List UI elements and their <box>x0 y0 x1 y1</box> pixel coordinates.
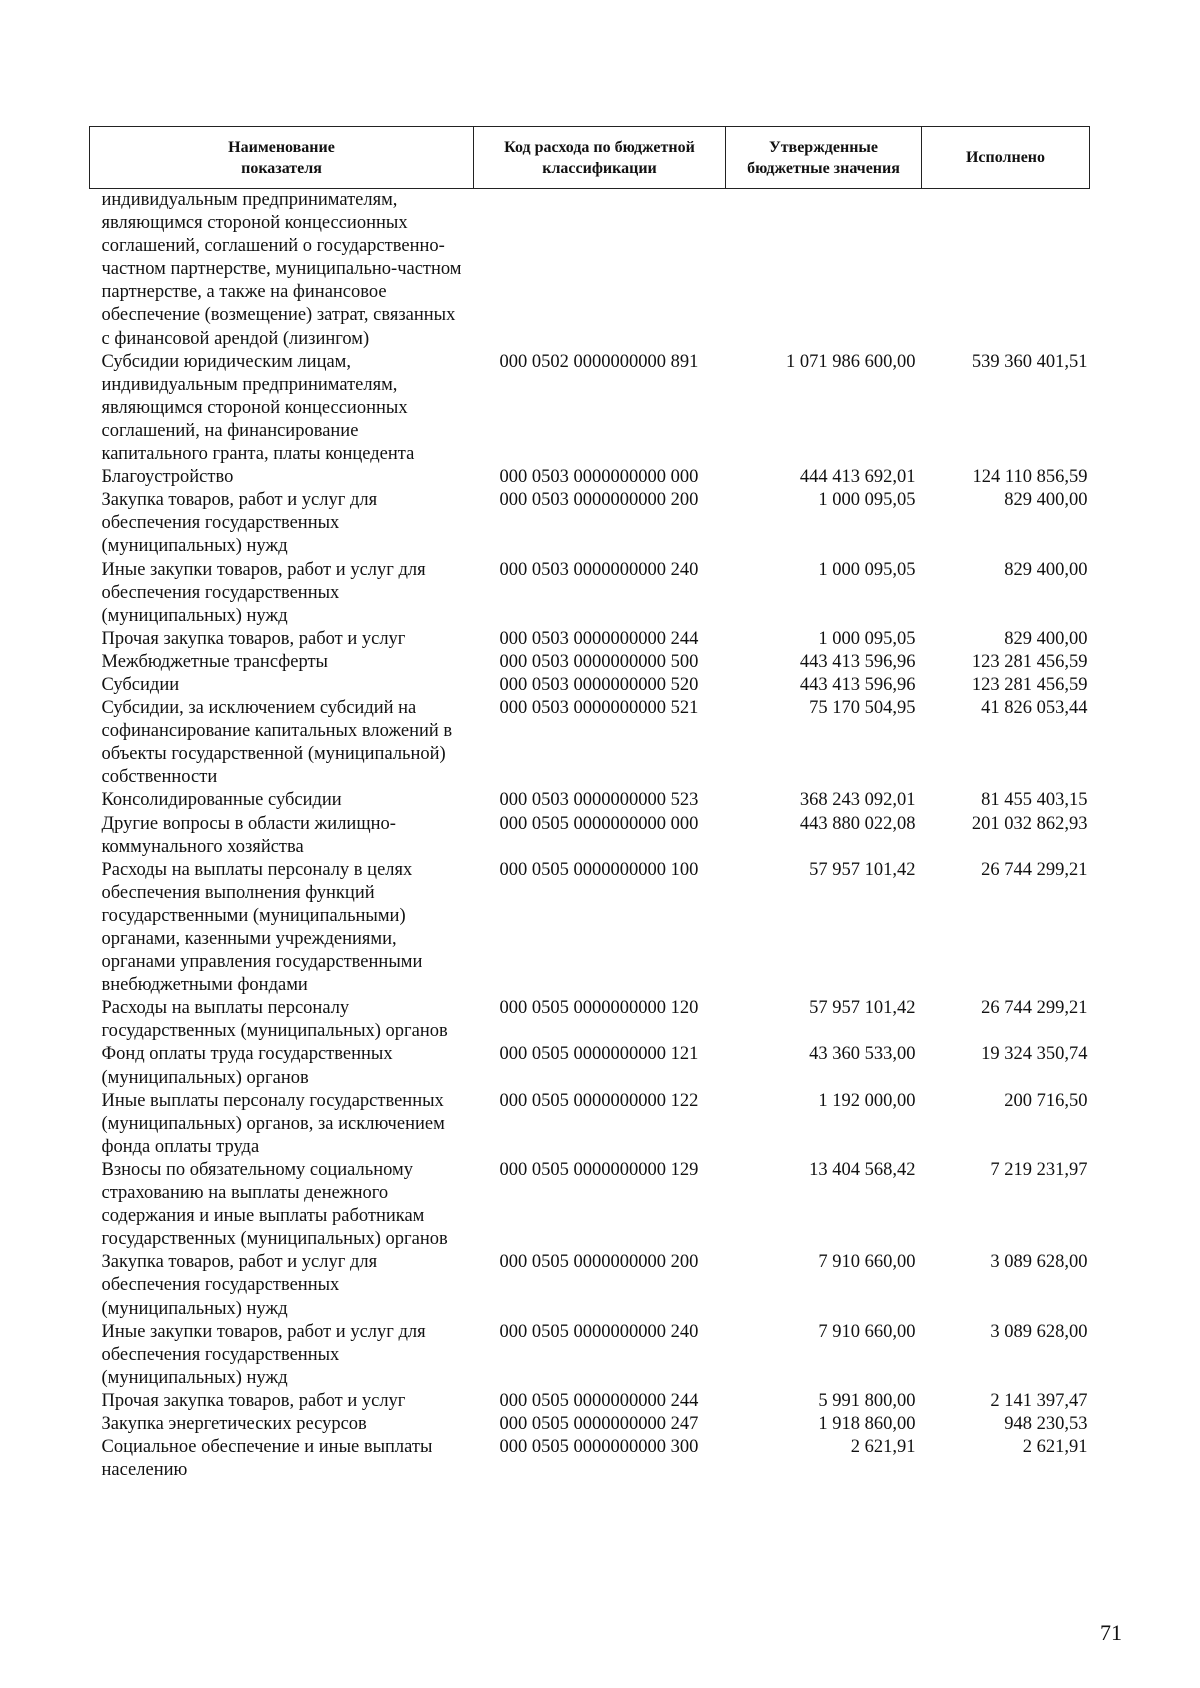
row-name: Субсидии <box>101 674 180 695</box>
row-code: 000 0503 0000000000 240 <box>499 559 699 580</box>
row-name: Закупка товаров, работ и услуг для обеспечения государственных (муниципальных) нужд <box>101 1252 378 1319</box>
table-header <box>90 127 1090 189</box>
row-executed: 123 281 456,59 <box>971 651 1088 672</box>
row-name: Иные закупки товаров, работ и услуг для обеспечения государственных (муниципальных) нужд <box>101 559 426 626</box>
header-indicator-name: Наименование показателя <box>90 127 474 189</box>
row-approved: 13 404 568,42 <box>809 1159 916 1180</box>
table-row <box>90 189 1090 351</box>
row-name: Прочая закупка товаров, работ и услуг <box>101 1390 406 1411</box>
row-approved: 1 000 095,05 <box>818 559 916 580</box>
table-row <box>90 1413 1090 1436</box>
row-executed: 26 744 299,21 <box>981 859 1088 880</box>
table-row <box>90 1321 1090 1390</box>
row-name: Межбюджетные трансферты <box>101 651 328 672</box>
row-code: 000 0503 0000000000 244 <box>499 628 699 649</box>
row-code: 000 0505 0000000000 122 <box>499 1090 699 1111</box>
row-code: 000 0505 0000000000 200 <box>499 1252 699 1273</box>
row-name: Субсидии юридическим лицам, индивидуальным предпринимателям, являющимся стороной концессионных соглашений, на финансирование капитального гранта, платы концедента <box>101 351 415 465</box>
row-approved: 444 413 692,01 <box>799 467 916 488</box>
row-approved: 57 957 101,42 <box>809 859 916 880</box>
row-approved: 1 000 095,05 <box>818 490 916 511</box>
table-row <box>90 697 1090 789</box>
row-approved: 75 170 504,95 <box>809 698 916 719</box>
header-budget-code: Код расхода по бюджетной классификации <box>474 127 726 189</box>
row-executed: 829 400,00 <box>1004 559 1088 580</box>
table-row <box>90 1436 1090 1482</box>
row-name: Благоустройство <box>101 467 234 488</box>
row-approved: 1 071 986 600,00 <box>786 351 916 372</box>
row-executed: 200 716,50 <box>1004 1090 1088 1111</box>
row-name: Закупка товаров, работ и услуг для обеспечения государственных (муниципальных) нужд <box>101 490 378 557</box>
row-approved: 443 413 596,96 <box>799 651 916 672</box>
table-row <box>90 1090 1090 1159</box>
row-approved: 57 957 101,42 <box>809 998 916 1019</box>
header-executed: Исполнено <box>922 127 1090 189</box>
row-code: 000 0503 0000000000 523 <box>499 790 699 811</box>
row-executed: 201 032 862,93 <box>971 813 1088 834</box>
row-executed: 41 826 053,44 <box>981 698 1088 719</box>
row-name: Фонд оплаты труда государственных (муниципальных) органов <box>101 1044 393 1088</box>
table-row <box>90 651 1090 674</box>
row-code: 000 0505 0000000000 240 <box>499 1321 699 1342</box>
header-approved-values: Утвержденные бюджетные значения <box>726 127 922 189</box>
row-name: Другие вопросы в области жилищно-коммунального хозяйства <box>101 813 396 857</box>
row-approved: 7 910 660,00 <box>818 1321 916 1342</box>
row-approved: 1 192 000,00 <box>818 1090 916 1111</box>
row-approved: 1 918 860,00 <box>818 1413 916 1434</box>
row-executed: 81 455 403,15 <box>981 790 1088 811</box>
row-executed: 829 400,00 <box>1004 490 1088 511</box>
row-code: 000 0505 0000000000 244 <box>499 1390 699 1411</box>
row-code: 000 0505 0000000000 000 <box>499 813 699 834</box>
header-row <box>90 127 1090 189</box>
row-approved: 43 360 533,00 <box>809 1044 916 1065</box>
table-row <box>90 489 1090 558</box>
row-approved: 443 880 022,08 <box>799 813 916 834</box>
row-code: 000 0505 0000000000 129 <box>499 1159 699 1180</box>
row-approved: 2 621,91 <box>850 1437 916 1458</box>
row-code: 000 0503 0000000000 500 <box>499 651 699 672</box>
table-row <box>90 1159 1090 1251</box>
row-name: индивидуальным предпринимателям, являющимся стороной концессионных соглашений, соглашений о государственно-частном партнерстве, муниципально-частном партнерстве, а также на финансовое обеспечение (возмещение) затрат, связанных с финансовой арендой (лизингом) <box>101 190 462 349</box>
row-name: Расходы на выплаты персоналу в целях обеспечения выполнения функций государственными (муниципальными) органами, казенными учреждениями, органами управления государственными внебюджетными фондами <box>101 859 423 996</box>
row-name: Взносы по обязательному социальному страхованию на выплаты денежного содержания и иные выплаты работникам государственных (муниципальных) органов <box>101 1159 448 1250</box>
row-code <box>474 189 726 351</box>
row-executed: 948 230,53 <box>1004 1413 1088 1434</box>
row-name: Консолидированные субсидии <box>101 790 342 811</box>
row-name: Иные закупки товаров, работ и услуг для обеспечения государственных (муниципальных) нужд <box>101 1321 426 1388</box>
table-row <box>90 859 1090 998</box>
budget-execution-table <box>89 126 1090 1482</box>
row-name: Субсидии, за исключением субсидий на софинансирование капитальных вложений в объекты государственной (муниципальной) собственности <box>101 698 453 788</box>
table-row <box>90 789 1090 812</box>
row-approved: 1 000 095,05 <box>818 628 916 649</box>
row-code: 000 0503 0000000000 000 <box>499 467 699 488</box>
row-executed: 2 621,91 <box>1022 1437 1088 1458</box>
row-name: Иные выплаты персоналу государственных (муниципальных) органов, за исключением фонда оплаты труда <box>101 1090 445 1157</box>
table-row <box>90 466 1090 489</box>
row-approved: 368 243 092,01 <box>799 790 916 811</box>
row-approved <box>726 189 922 351</box>
row-executed <box>922 189 1090 351</box>
row-name: Прочая закупка товаров, работ и услуг <box>101 628 406 649</box>
row-executed: 539 360 401,51 <box>971 351 1088 372</box>
row-name: Расходы на выплаты персоналу государственных (муниципальных) органов <box>101 998 448 1042</box>
row-approved: 5 991 800,00 <box>818 1390 916 1411</box>
row-executed: 123 281 456,59 <box>971 674 1088 695</box>
row-code: 000 0502 0000000000 891 <box>499 351 699 372</box>
row-executed: 3 089 628,00 <box>990 1321 1088 1342</box>
row-code: 000 0505 0000000000 100 <box>499 859 699 880</box>
table-row <box>90 628 1090 651</box>
row-code: 000 0503 0000000000 521 <box>499 698 699 719</box>
row-code: 000 0503 0000000000 520 <box>499 674 699 695</box>
table-row <box>90 674 1090 697</box>
table-row <box>90 1043 1090 1089</box>
table-row <box>90 1251 1090 1320</box>
row-code: 000 0505 0000000000 121 <box>499 1044 699 1065</box>
row-executed: 7 219 231,97 <box>990 1159 1088 1180</box>
row-code: 000 0505 0000000000 247 <box>499 1413 699 1434</box>
row-executed: 124 110 856,59 <box>972 467 1088 488</box>
table-row <box>90 1390 1090 1413</box>
page-number: 71 <box>1100 1620 1122 1645</box>
row-name: Социальное обеспечение и иные выплаты населению <box>101 1437 433 1481</box>
row-executed: 3 089 628,00 <box>990 1252 1088 1273</box>
row-name: Закупка энергетических ресурсов <box>101 1413 367 1434</box>
row-executed: 2 141 397,47 <box>990 1390 1088 1411</box>
table-row <box>90 559 1090 628</box>
table-row <box>90 813 1090 859</box>
table-row <box>90 351 1090 466</box>
row-code: 000 0503 0000000000 200 <box>499 490 699 511</box>
row-approved: 443 413 596,96 <box>799 674 916 695</box>
row-executed: 26 744 299,21 <box>981 998 1088 1019</box>
row-code: 000 0505 0000000000 300 <box>499 1437 699 1458</box>
row-code: 000 0505 0000000000 120 <box>499 998 699 1019</box>
row-executed: 829 400,00 <box>1004 628 1088 649</box>
table-row <box>90 997 1090 1043</box>
table-body <box>90 189 1090 1483</box>
row-approved: 7 910 660,00 <box>818 1252 916 1273</box>
row-executed: 19 324 350,74 <box>981 1044 1088 1065</box>
